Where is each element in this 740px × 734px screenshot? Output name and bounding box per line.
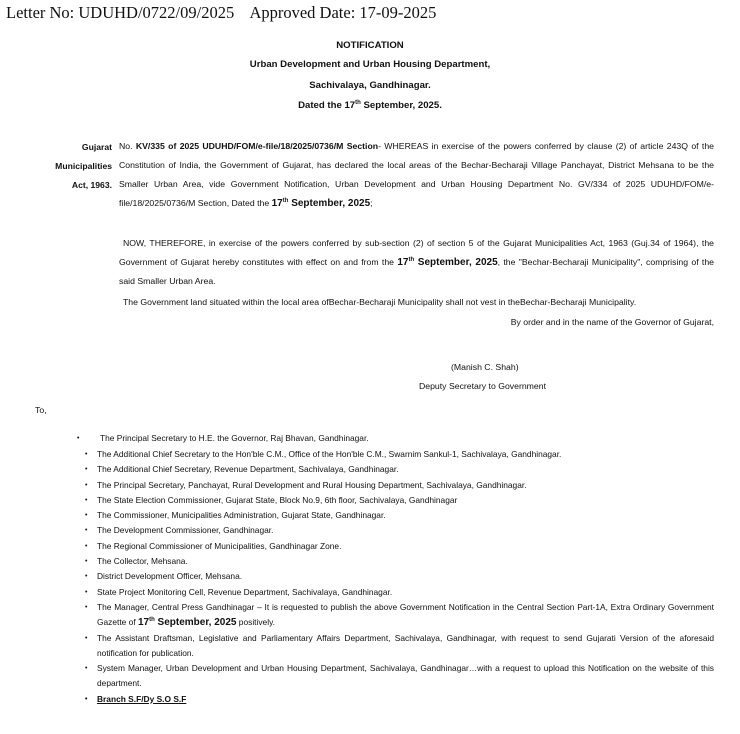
list-item-central-press: • The Manager, Central Press Gandhinagar – It is requested to publish the above Government Notification in the Central Section Part-1A, Extra Ordinary Government Gazette of 17th September, 2025 positively. xyxy=(97,600,714,631)
list-item: • District Development Officer, Mehsana. xyxy=(97,569,714,584)
list-item: • The Assistant Draftsman, Legislative and Parliamentary Affairs Department, Sachivalaya, Gandhinagar, with request to send Gujarati Version of the aforesaid notification for publication. xyxy=(97,631,714,662)
notification-reference: KV/335 of 2025 UDUHD/FOM/e-file/18/2025/0736/M Section xyxy=(135,141,379,151)
act-sidenote: Gujarat Municipalities Act, 1963. xyxy=(55,142,112,190)
list-item: • The Collector, Mehsana. xyxy=(97,554,714,569)
approved-date: Approved Date: 17-09-2025 xyxy=(249,3,437,22)
dated-line: Dated the 17th September, 2025. xyxy=(298,99,442,111)
to-label: To, xyxy=(35,405,47,415)
list-item: • The Additional Chief Secretary to the Hon'ble C.M., Office of the Hon'ble C.M., Swarnim Sankul-1, Sachivalaya, Gandhinagar. xyxy=(97,447,714,462)
paragraph-government-land: The Government land situated within the local area ofBechar-Becharaji Municipality shall not vest in theBechar-Becharaji Municipality. xyxy=(123,297,637,307)
notification-title: NOTIFICATION xyxy=(336,40,404,51)
list-item: • System Manager, Urban Development and Urban Housing Department, Sachivalaya, Gandhinagar…with a request to upload this Notification on the website of this department. xyxy=(97,661,714,692)
order-line: By order and in the name of the Governor of Gujarat, xyxy=(510,317,714,327)
branch-line: • Branch S.F/Dy S.O S.F xyxy=(97,692,714,707)
list-item: • The Additional Chief Secretary, Revenue Department, Sachivalaya, Gandhinagar. xyxy=(97,462,714,477)
paragraph-whereas: No. KV/335 of 2025 UDUHD/FOM/e-file/18/2025/0736/M Section- WHEREAS in exercise of the powers conferred by clause (2) of article 243Q of the Constitution of India, the Government of Gujarat, has declared the local areas of the Bechar-Becharaji Village Panchayat, District Mehsana to be the Smaller Urban Area, vide Government Notification, Urban Development and Urban Housing Department No. GV/334 of 2025 UDUHD/FOM/e-file/18/2025/0736/M Section, Dated the 17th September, 2025; xyxy=(119,141,714,209)
list-item: • The Development Commissioner, Gandhinagar. xyxy=(97,523,714,538)
list-item: • State Project Monitoring Cell, Revenue Department, Sachivalaya, Gandhinagar. xyxy=(97,585,714,600)
signatory-designation: Deputy Secretary to Government xyxy=(419,381,546,391)
recipient-list xyxy=(97,430,714,707)
list-item: • The Commissioner, Municipalities Administration, Gujarat State, Gandhinagar. xyxy=(97,508,714,523)
department-address: Sachivalaya, Gandhinagar. xyxy=(309,80,431,91)
paragraph-now-therefore: NOW, THEREFORE, in exercise of the powers conferred by sub-section (2) of section 5 of the Gujarat Municipalities Act, 1963 (Guj.34 of 1964), the Government of Gujarat hereby constitutes with effect on and from the 17th September, 2025, the "Bechar-Becharaji Municipality", comprising of the said Smaller Urban Area. xyxy=(119,238,715,286)
letter-number: Letter No: UDUHD/0722/09/2025 xyxy=(6,3,235,22)
list-item: • The Principal Secretary, Panchayat, Rural Development and Rural Housing Department, Sachivalaya, Gandhinagar. xyxy=(97,478,714,493)
list-item: • The State Election Commissioner, Gujarat State, Block No.9, 6th floor, Sachivalaya, Gandhinagar xyxy=(97,493,714,508)
list-item: • The Regional Commissioner of Municipalities, Gandhinagar Zone. xyxy=(97,539,714,554)
signatory-name: (Manish C. Shah) xyxy=(451,362,519,372)
letter-header xyxy=(6,3,448,23)
department-name: Urban Development and Urban Housing Department, xyxy=(249,59,491,70)
list-item: • The Principal Secretary to H.E. the Governor, Raj Bhavan, Gandhinagar. xyxy=(97,430,714,447)
